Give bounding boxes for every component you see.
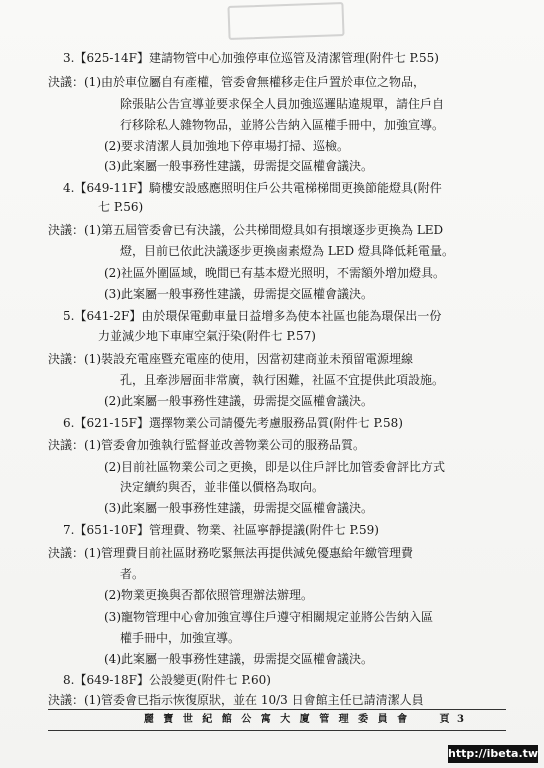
item-5-heading-cont: 力並減少地下車庫空氣汙染(附件七 P.57) [98,329,316,343]
footer-page-number: 頁 3 [439,714,466,725]
page-footer [48,709,506,731]
item-4-heading-cont: 七 P.56) [98,200,144,214]
item-7-resolution-2: (2)物業更換與否都依照管理辦法辦理。 [104,588,313,602]
item-5-resolution-1: 決議：(1)裝設充電座暨充電座的使用，因當初建商並未預留電源埋線 [48,352,414,366]
item-7-resolution-3b: 權手冊中，加強宣導。 [120,631,241,645]
item-4-resolution-1: 決議：(1)第五屆管委會已有決議，公共梯間燈具如有損壞逐步更換為 LED [48,223,444,237]
item-5-heading: 5.【641-2F】由於環保電動車量日益增多為使本社區也能為環保出一份 [63,309,442,323]
item-8-resolution-1: 決議：(1)管委會已指示恢復原狀，並在 10/3 日會館主任已請清潔人員 [48,693,424,707]
item-6-resolution-2: (2)目前社區物業公司之更換，即是以住戶評比加管委會評比方式 [104,460,446,474]
item-7-resolution-1: 決議：(1)管理費目前社區財務吃緊無法再提供減免優惠給年繳管理費 [48,546,414,560]
item-4-heading: 4.【649-11F】騎樓安設感應照明住戶公共電梯梯間更換節能燈具(附件 [63,181,442,195]
item-7-resolution-4: (4)此案屬一般事務性建議，毋需提交區權會議決。 [104,652,373,666]
item-3-resolution-1c: 行移除私人雜物物品，並將公告納入區權手冊中，加強宣導。 [120,118,445,132]
item-3-resolution-2: (2)要求清潔人員加強地下停車場打掃、巡檢。 [104,139,349,153]
item-7-resolution-1b: 者。 [120,567,145,581]
item-6-heading: 6.【621-15F】選擇物業公司請優先考慮服務品質(附件七 P.58) [63,416,403,430]
item-6-resolution-1: 決議：(1)管委會加強執行監督並改善物業公司的服務品質。 [48,438,366,452]
item-4-resolution-3: (3)此案屬一般事務性建議，毋需提交區權會議決。 [104,287,373,301]
item-7-heading: 7.【651-10F】管理費、物業、社區寧靜提議(附件七 P.59) [63,523,379,537]
item-5-resolution-2: (2)此案屬一般事務性建議，毋需提交區權會議決。 [104,394,373,408]
item-7-resolution-3: (3)寵物管理中心會加強宣導住戶遵守相關規定並將公告納入區 [104,610,434,624]
seal-stamp [227,2,344,40]
item-4-resolution-2: (2)社區外圍區域，晚間已有基本燈光照明，不需額外增加燈具。 [104,266,446,280]
source-watermark: http://ibeta.tw [448,745,538,763]
item-6-resolution-3: (3)此案屬一般事務性建議，毋需提交區權會議決。 [104,501,373,515]
item-6-resolution-2b: 決定續約與否，並非僅以價格為取向。 [120,480,325,494]
item-3-resolution-1: 決議：(1)由於車位屬自有產權，管委會無權移走住戶置於車位之物品， [48,75,426,89]
item-5-resolution-1b: 孔，且牽涉層面非常廣，執行困難，社區不宜提供此項設施。 [120,373,445,387]
item-3-heading: 3.【625-14F】建請物管中心加強停車位巡管及清潔管理(附件七 P.55) [63,51,439,65]
item-3-resolution-1b: 除張貼公告宣導並要求保全人員加強巡邏貼違規單，請住戶自 [120,97,445,111]
item-3-resolution-3: (3)此案屬一般事務性建議，毋需提交區權會議決。 [104,159,373,173]
footer-committee-name: 麗 寶 世 紀 館 公 寓 大 廈 管 理 委 員 會 [143,714,411,725]
item-4-resolution-1b: 燈，目前已依此決議逐步更換鹵素燈為 LED 燈具降低耗電量。 [120,244,454,258]
item-8-heading: 8.【649-18F】公設變更(附件七 P.60) [63,673,271,687]
